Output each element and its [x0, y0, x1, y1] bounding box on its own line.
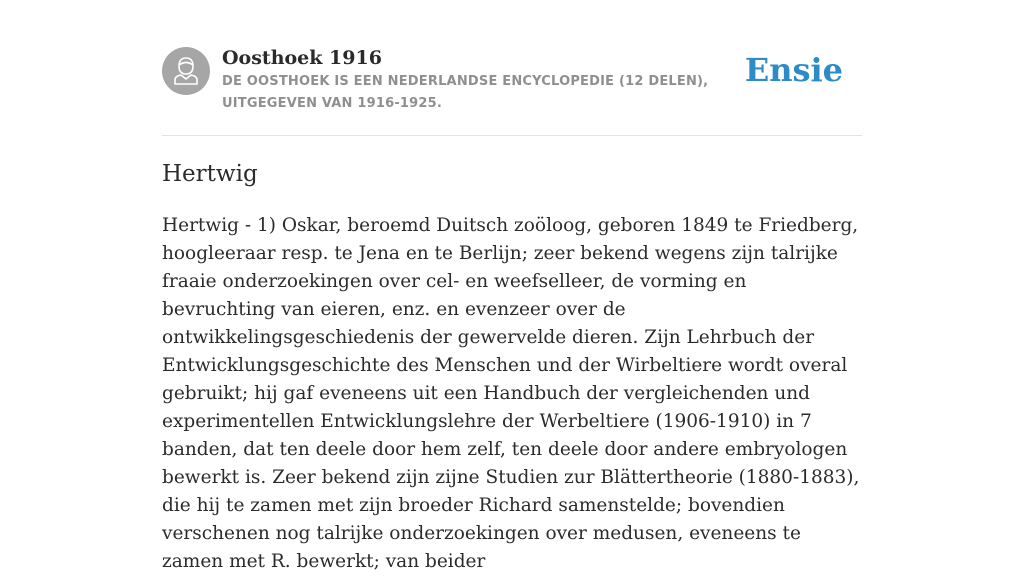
ensie-logo-link[interactable]: Ensie: [744, 51, 843, 89]
source-description: DE OOSTHOEK IS EEN NEDERLANDSE ENCYCLOPEDIE (12 DELEN), UITGEGEVEN VAN 1916-1925.: [222, 74, 709, 111]
source-avatar[interactable]: [162, 47, 210, 95]
source-header: [162, 46, 862, 116]
header-divider: [162, 135, 862, 136]
source-title[interactable]: Oosthoek 1916: [222, 47, 382, 69]
user-icon: [162, 47, 210, 95]
entry-body: Hertwig - 1) Oskar, beroemd Duitsch zoöloog, geboren 1849 te Friedberg, hoogleeraar resp. te Jena en te Berlijn; zeer bekend wegens zijn talrijke fraaie onderzoekingen over cel- en weefselleer, de vorming en bevruchting van eieren, enz. en evenzeer over de ontwikkelingsgeschiedenis der gewervelde dieren. Zijn Lehrbuch der Entwicklungsgeschichte des Menschen und der Wirbeltiere wordt overal gebruikt; hij gaf eveneens uit een Handbuch der vergleichenden und experimentellen Entwicklungslehre der Werbeltiere (1906-1910) in 7 banden, dat ten deele door hem zelf, ten deele door andere embryologen bewerkt is. Zeer bekend zijn zijne Studien zur Blättertheorie (1880-1883), die hij te zamen met zijn broeder Richard samenstelde; bovendien verschenen nog talrijke onderzoekingen over medusen, eveneens te zamen met R. bewerkt; van beider: [162, 215, 860, 572]
entry-title: Hertwig: [162, 161, 258, 187]
